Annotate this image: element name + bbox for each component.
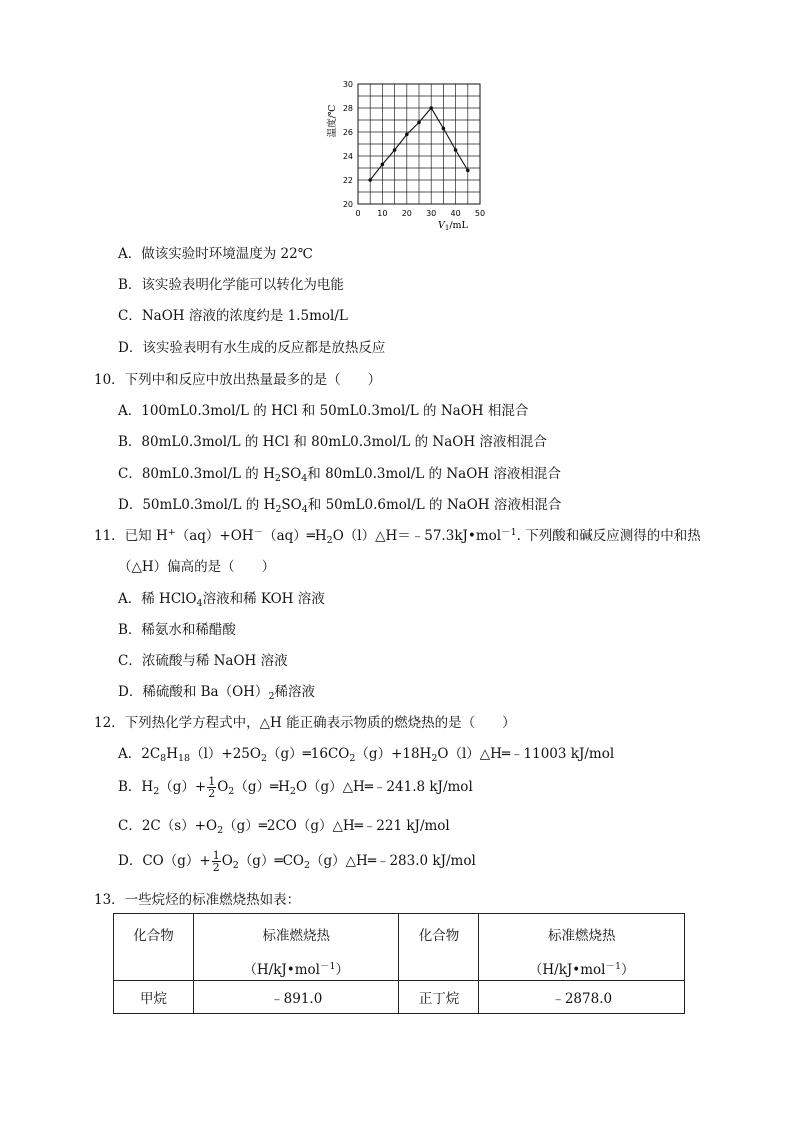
table-cell: ﹣891.0 (193, 981, 399, 1014)
q9-option-d: D．该实验表明有水生成的反应都是放热反应 (118, 340, 386, 356)
q12-option-d: D．CO（g）+ $\frac{1}{2}$ $O_2(g)═CO_2(g)\triangle H═﹣283.0$ kJ/mol (118, 849, 476, 874)
x-tick-label: 20 (401, 209, 412, 218)
y-tick-label: 28 (342, 104, 353, 113)
table-cell: 正丁烷 (399, 981, 479, 1014)
q11-option-b: B．稀氨水和稀醋酸 (118, 622, 236, 638)
q12-option-c: C．$2C(s)+O_2(g)═2CO(g)\triangle H═﹣221$ kJ/mol (118, 818, 450, 836)
q11-stem-line2: （△H）偏高的是（ ） (118, 559, 276, 575)
x-tick-label: 30 (426, 209, 437, 218)
q10-stem: 10．下列中和反应中放出热量最多的是（ ） (94, 372, 382, 388)
q10-option-d: D．50mL0.3mol/L 的 $H_2SO_4$和 50mL0.6mol/L 的 NaOH 溶液相混合 (118, 497, 562, 515)
x-tick-label: 40 (450, 209, 461, 218)
temperature-volume-chart (322, 74, 492, 234)
data-point (417, 121, 421, 125)
q10-option-a: A．100mL0.3mol/L 的 HCl 和 50mL0.3mol/L 的 NaOH 相混合 (118, 403, 529, 419)
table-row (114, 981, 685, 1014)
table-header-row (114, 914, 685, 981)
chart-tick-labels (343, 80, 485, 218)
table-header-cell: 化合物 (114, 914, 194, 981)
y-tick-label: 26 (342, 128, 353, 137)
q9-option-a: A．做该实验时环境温度为 22℃ (118, 246, 313, 262)
y-axis-label: 温度/℃ (327, 104, 338, 138)
y-tick-label: 30 (342, 80, 353, 89)
q9-option-c: C．NaOH 溶液的浓度约是 1.5mol/L (118, 308, 348, 324)
q12-option-b: B．$H_2(g)+$ $\frac{1}{2}$ $O_2(g)═H_2O(g)\triangle H═﹣241.8$ kJ/mol (118, 775, 473, 800)
table-header-cell: 标准燃烧热 （H/kJ•mol$^{-1}$） (193, 914, 399, 981)
data-point (454, 148, 458, 152)
data-point (381, 163, 385, 167)
y-tick-label: 20 (342, 200, 353, 209)
q12-option-a: A．$2C_8H_{18}(l)+25O_2(g)═16CO_2(g)+18H_2O(l)\triangle H═﹣11003$ kJ/mol (118, 746, 615, 764)
q11-option-d: D．稀硫酸和 $Ba(OH)_2$稀溶液 (118, 684, 315, 702)
y-tick-label: 24 (342, 152, 353, 161)
data-point (442, 127, 446, 131)
table-cell: ﹣2878.0 (479, 981, 685, 1014)
q10-option-c: C．80mL0.3mol/L 的 $H_2SO_4$和 80mL0.3mol/L 的 NaOH 溶液相混合 (118, 466, 561, 484)
data-point (393, 148, 397, 152)
x-tick-label: 50 (474, 209, 486, 218)
fraction-one-half: $\frac{1}{2}$ (208, 775, 216, 800)
fraction-one-half: $\frac{1}{2}$ (212, 849, 220, 874)
q9-option-b: B．该实验表明化学能可以转化为电能 (118, 277, 344, 293)
data-point (466, 169, 470, 173)
q13-stem: 13．一些烷烃的标准燃烧热如表： (94, 892, 301, 908)
combustion-heat-table (113, 913, 685, 1014)
q11-option-c: C．浓硫酸与稀 NaOH 溶液 (118, 653, 288, 669)
table-header-cell: 化合物 (399, 914, 479, 981)
q11-stem: 11．已知 $H^+(aq)+OH^-(aq)═H_2O(l)\triangle H=﹣57.3kJ•mol^{-1}$. 下列酸和碱反应测得的中和热 (94, 527, 701, 546)
data-point (368, 178, 372, 182)
x-tick-label: 10 (377, 209, 388, 218)
table-header-cell: 标准燃烧热 （H/kJ•mol$^{-1}$） (479, 914, 685, 981)
q11-option-a: A．稀 HClO$_4$溶液和稀 KOH 溶液 (118, 591, 325, 609)
y-tick-label: 22 (342, 176, 353, 185)
table-cell: 甲烷 (114, 981, 194, 1014)
q10-option-b: B．80mL0.3mol/L 的 HCl 和 80mL0.3mol/L 的 NaOH 溶液相混合 (118, 434, 547, 450)
x-tick-label: 0 (355, 209, 361, 218)
x-axis-label: $V_1/mL$ (438, 220, 468, 232)
data-point (405, 133, 409, 137)
chart-grid (358, 84, 480, 204)
q12-stem: 12．下列热化学方程式中，△H 能正确表示物质的燃烧热的是（ ） (94, 715, 516, 731)
data-point (429, 106, 433, 110)
